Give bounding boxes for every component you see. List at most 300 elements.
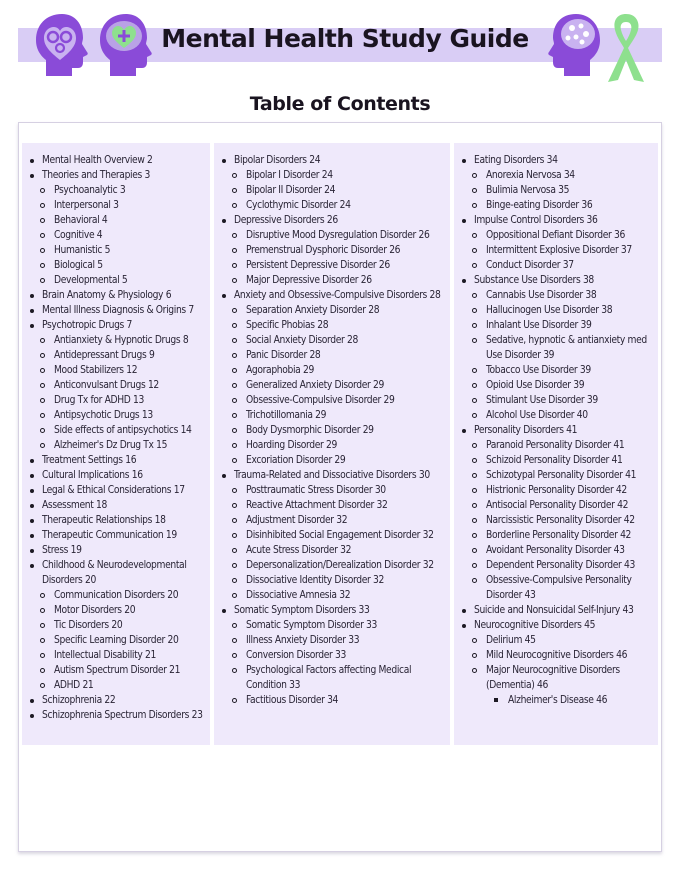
bullet-circle-icon [232,518,237,523]
toc-entry-label: Theories and Therapies 3 [42,170,151,181]
toc-entry-label: Behavioral 4 [54,215,108,226]
toc-entry-label: Generalized Anxiety Disorder 29 [246,380,384,391]
toc-entry-label: Body Dysmorphic Disorder 29 [246,425,374,436]
toc-entry-label: Motor Disorders 20 [54,605,136,616]
bullet-disc-icon [462,609,466,613]
toc-entry[interactable] [22,498,210,513]
toc-entry-label: Avoidant Personality Disorder 43 [486,545,625,556]
bullet-circle-icon [232,548,237,553]
bullet-circle-icon [472,203,477,208]
bullet-circle-icon [232,233,237,238]
bullet-square-icon [494,698,498,702]
toc-entry[interactable] [22,513,210,528]
toc-entry-label: Brain Anatomy & Physiology 6 [42,290,172,301]
toc-entry[interactable] [474,228,658,243]
toc-entry[interactable] [22,558,210,588]
toc-entry[interactable] [42,273,210,288]
toc-entry-label: Psychoanalytic 3 [54,185,126,196]
toc-entry[interactable] [42,438,210,453]
toc-entry[interactable] [42,228,210,243]
toc-entry[interactable] [474,558,658,573]
toc-entry-label: Antidepressant Drugs 9 [54,350,155,361]
toc-entry[interactable] [234,303,450,318]
toc-entry[interactable] [234,543,450,558]
bullet-circle-icon [472,443,477,448]
toc-entry[interactable] [474,633,658,648]
toc-entry-label: Assessment 18 [42,500,108,511]
toc-entry-label: Anticonvulsant Drugs 12 [54,380,159,391]
bullet-circle-icon [472,368,477,373]
bullet-disc-icon [30,309,34,313]
page-title: Mental Health Study Guide [161,24,529,53]
toc-entry-label: Paranoid Personality Disorder 41 [486,440,625,451]
toc-entry-label: Substance Use Disorders 38 [474,275,594,286]
bullet-disc-icon [462,429,466,433]
toc-entry[interactable] [234,243,450,258]
toc-entry[interactable] [22,303,210,318]
toc-entry[interactable] [234,168,450,183]
toc-entry[interactable] [454,273,658,288]
head-heart-icon [96,12,156,78]
toc-entry-label: Interpersonal 3 [54,200,119,211]
toc-entry-label: Intermittent Explosive Disorder 37 [486,245,632,256]
toc-entry-label: Schizophrenia Spectrum Disorders 23 [42,710,203,721]
toc-entry[interactable] [474,258,658,273]
toc-entry[interactable] [42,603,210,618]
toc-entry[interactable] [474,183,658,198]
bullet-circle-icon [472,338,477,343]
toc-entry[interactable] [474,168,658,183]
bullet-circle-icon [472,578,477,583]
toc-entry[interactable] [454,423,658,438]
toc-entry[interactable] [234,228,450,243]
toc-entry[interactable] [234,423,450,438]
bullet-circle-icon [472,503,477,508]
toc-entry[interactable] [234,438,450,453]
toc-entry-label: Drug Tx for ADHD 13 [54,395,144,406]
bullet-disc-icon [222,294,226,298]
bullet-circle-icon [472,248,477,253]
bullet-disc-icon [30,489,34,493]
toc-entry[interactable] [474,408,658,423]
toc-entry[interactable] [234,588,450,603]
head-gears-icon [32,12,92,78]
toc-entry[interactable] [494,693,658,708]
toc-entry[interactable] [234,483,450,498]
bullet-circle-icon [40,668,45,673]
bullet-circle-icon [472,518,477,523]
bullet-circle-icon [232,353,237,358]
toc-entry-label: Inhalant Use Disorder 39 [486,320,592,331]
bullet-circle-icon [40,338,45,343]
toc-entry[interactable] [234,693,450,708]
toc-entry-label: Major Depressive Disorder 26 [246,275,372,286]
toc-entry[interactable] [22,708,210,723]
toc-entry-label: Schizophrenia 22 [42,695,116,706]
bullet-circle-icon [40,353,45,358]
bullet-circle-icon [40,428,45,433]
toc-entry-label: Sedative, hypnotic & antianxiety med Use Disorder 39 [486,335,647,361]
toc-entry-label: Bipolar I Disorder 24 [246,170,333,181]
toc-entry-label: Psychotropic Drugs 7 [42,320,133,331]
bullet-circle-icon [232,698,237,703]
toc-entry[interactable] [234,348,450,363]
toc-entry[interactable] [474,333,658,363]
toc-entry[interactable] [42,393,210,408]
toc-entry[interactable] [454,153,658,168]
bullet-disc-icon [222,159,226,163]
toc-entry[interactable] [234,333,450,348]
bullet-circle-icon [40,413,45,418]
toc-entry[interactable] [22,693,210,708]
toc-entry-label: Humanistic 5 [54,245,111,256]
bullet-circle-icon [40,653,45,658]
toc-entry[interactable] [22,543,210,558]
toc-entry[interactable] [474,393,658,408]
toc-entry[interactable] [42,363,210,378]
toc-entry[interactable] [42,333,210,348]
bullet-disc-icon [222,609,226,613]
toc-entry-label: Separation Anxiety Disorder 28 [246,305,380,316]
toc-entry[interactable] [42,243,210,258]
toc-entry[interactable] [234,498,450,513]
bullet-circle-icon [232,503,237,508]
bullet-circle-icon [40,218,45,223]
bullet-circle-icon [40,233,45,238]
toc-entry[interactable] [474,483,658,498]
toc-entry[interactable] [42,663,210,678]
bullet-disc-icon [30,174,34,178]
toc-entry-label: Cognitive 4 [54,230,103,241]
toc-entry[interactable] [42,348,210,363]
toc-entry-label: Hoarding Disorder 29 [246,440,337,451]
bullet-circle-icon [40,623,45,628]
toc-entry-label: Acute Stress Disorder 32 [246,545,352,556]
bullet-circle-icon [40,593,45,598]
bullet-circle-icon [472,323,477,328]
toc-entry[interactable] [214,213,450,228]
toc-entry[interactable] [22,318,210,333]
toc-entry-label: Impulse Control Disorders 36 [474,215,598,226]
bullet-disc-icon [30,474,34,478]
bullet-circle-icon [40,443,45,448]
toc-entry[interactable] [474,318,658,333]
bullet-disc-icon [30,549,34,553]
toc-entry-label: Hallucinogen Use Disorder 38 [486,305,613,316]
bullet-circle-icon [472,488,477,493]
toc-entry[interactable] [42,618,210,633]
toc-entry[interactable] [474,573,658,603]
bullet-circle-icon [232,593,237,598]
toc-entry[interactable] [42,588,210,603]
toc-entry-label: Alcohol Use Disorder 40 [486,410,588,421]
bullet-circle-icon [472,668,477,673]
bullet-circle-icon [472,398,477,403]
bullet-circle-icon [232,368,237,373]
toc-entry[interactable] [474,663,658,693]
awareness-ribbon-icon [600,10,652,86]
bullet-circle-icon [472,653,477,658]
bullet-circle-icon [472,533,477,538]
toc-entry-label: Social Anxiety Disorder 28 [246,335,358,346]
toc-entry[interactable] [22,528,210,543]
bullet-circle-icon [472,233,477,238]
toc-entry[interactable] [474,303,658,318]
toc-entry-label: Specific Learning Disorder 20 [54,635,179,646]
bullet-circle-icon [40,398,45,403]
toc-entry-label: Major Neurocognitive Disorders (Dementia) 46 [486,665,620,691]
bullet-circle-icon [472,458,477,463]
toc-entry-label: Disruptive Mood Dysregulation Disorder 26 [246,230,430,241]
toc-entry-label: Mental Illness Diagnosis & Origins 7 [42,305,194,316]
bullet-circle-icon [232,188,237,193]
toc-entry[interactable] [234,393,450,408]
toc-entry[interactable] [234,318,450,333]
bullet-circle-icon [40,278,45,283]
bullet-circle-icon [40,368,45,373]
toc-entry[interactable] [22,453,210,468]
toc-entry[interactable] [474,243,658,258]
toc-entry[interactable] [234,573,450,588]
bullet-circle-icon [232,323,237,328]
toc-entry-label: Persistent Depressive Disorder 26 [246,260,390,271]
toc-entry-label: Narcissistic Personality Disorder 42 [486,515,635,526]
toc-entry[interactable] [42,198,210,213]
bullet-disc-icon [30,294,34,298]
toc-entry[interactable] [234,363,450,378]
toc-column-1 [22,143,210,745]
toc-entry[interactable] [42,423,210,438]
toc-entry[interactable] [474,468,658,483]
bullet-circle-icon [232,428,237,433]
bullet-circle-icon [40,263,45,268]
bullet-disc-icon [30,459,34,463]
toc-entry[interactable] [234,528,450,543]
toc-entry-label: Dependent Personality Disorder 43 [486,560,635,571]
toc-entry[interactable] [22,468,210,483]
toc-entry[interactable] [474,288,658,303]
toc-entry-label: Intellectual Disability 21 [54,650,156,661]
toc-entry[interactable] [214,603,450,618]
toc-entry[interactable] [474,363,658,378]
bullet-circle-icon [472,188,477,193]
toc-entry[interactable] [474,198,658,213]
toc-entry-label: Conduct Disorder 37 [486,260,574,271]
toc-entry[interactable] [474,378,658,393]
bullet-circle-icon [472,263,477,268]
bullet-circle-icon [232,488,237,493]
toc-entry-label: Reactive Attachment Disorder 32 [246,500,388,511]
toc-entry[interactable] [234,408,450,423]
toc-entry[interactable] [234,648,450,663]
toc-entry[interactable] [234,618,450,633]
toc-column-2 [214,143,450,745]
toc-entry-label: Somatic Symptom Disorders 33 [234,605,370,616]
bullet-disc-icon [30,564,34,568]
toc-entry-label: Mood Stabilizers 12 [54,365,138,376]
toc-entry-label: Premenstrual Dysphoric Disorder 26 [246,245,401,256]
head-brain-icon [548,12,604,78]
toc-entry-label: Depressive Disorders 26 [234,215,338,226]
toc-entry[interactable] [22,153,210,168]
bullet-disc-icon [30,519,34,523]
toc-entry-label: Panic Disorder 28 [246,350,321,361]
toc-entry-label: Specific Phobias 28 [246,320,329,331]
toc-entry[interactable] [474,543,658,558]
toc-entry-label: Cannabis Use Disorder 38 [486,290,597,301]
toc-entry-label: Obsessive-Compulsive Disorder 29 [246,395,395,406]
toc-entry-label: Autism Spectrum Disorder 21 [54,665,181,676]
toc-entry-label: Developmental 5 [54,275,128,286]
toc-entry[interactable] [42,258,210,273]
toc-entry[interactable] [234,558,450,573]
toc-entry-label: Trichotillomania 29 [246,410,327,421]
toc-entry-label: Legal & Ethical Considerations 17 [42,485,185,496]
toc-entry-label: Antipsychotic Drugs 13 [54,410,153,421]
toc-entry-label: Binge-eating Disorder 36 [486,200,593,211]
toc-entry-label: Therapeutic Communication 19 [42,530,177,541]
bullet-disc-icon [30,714,34,718]
toc-entry[interactable] [214,153,450,168]
toc-entry[interactable] [474,528,658,543]
toc-entry-label: Dissociative Amnesia 32 [246,590,351,601]
toc-entry-label: Mental Health Overview 2 [42,155,153,166]
bullet-circle-icon [40,188,45,193]
toc-entry-label: Stimulant Use Disorder 39 [486,395,598,406]
toc-entry-label: Agoraphobia 29 [246,365,314,376]
bullet-disc-icon [30,159,34,163]
bullet-disc-icon [30,324,34,328]
bullet-circle-icon [232,383,237,388]
toc-entry[interactable] [234,453,450,468]
toc-entry[interactable] [454,213,658,228]
toc-entry-label: Psychological Factors affecting Medical Condition 33 [246,665,412,691]
toc-entry[interactable] [234,378,450,393]
toc-entry-label: Bulimia Nervosa 35 [486,185,570,196]
toc-entry[interactable] [22,483,210,498]
bullet-circle-icon [232,623,237,628]
toc-entry[interactable] [234,513,450,528]
toc-entry[interactable] [474,438,658,453]
bullet-circle-icon [232,248,237,253]
bullet-disc-icon [462,624,466,628]
bullet-circle-icon [232,638,237,643]
toc-entry-label: Stress 19 [42,545,82,556]
toc-entry[interactable] [454,603,658,618]
toc-entry[interactable] [42,633,210,648]
toc-entry[interactable] [474,648,658,663]
toc-entry-label: Antianxiety & Hypnotic Drugs 8 [54,335,189,346]
toc-entry[interactable] [234,663,450,693]
toc-entry-label: Mild Neurocognitive Disorders 46 [486,650,628,661]
toc-entry-label: Antisocial Personality Disorder 42 [486,500,629,511]
toc-entry-label: Anorexia Nervosa 34 [486,170,575,181]
bullet-circle-icon [40,683,45,688]
toc-entry[interactable] [214,468,450,483]
toc-entry[interactable] [234,183,450,198]
toc-entry[interactable] [234,633,450,648]
toc-entry-label: Delirium 45 [486,635,536,646]
toc-entry[interactable] [234,258,450,273]
toc-entry-label: Bipolar Disorders 24 [234,155,321,166]
toc-entry-label: Conversion Disorder 33 [246,650,346,661]
toc-entry-label: Tic Disorders 20 [54,620,123,631]
toc-entry-label: Histrionic Personality Disorder 42 [486,485,627,496]
bullet-circle-icon [232,578,237,583]
bullet-disc-icon [222,219,226,223]
bullet-circle-icon [232,563,237,568]
bullet-circle-icon [40,248,45,253]
bullet-circle-icon [232,533,237,538]
bullet-circle-icon [40,608,45,613]
toc-entry[interactable] [214,288,450,303]
toc-entry-label: Disinhibited Social Engagement Disorder 32 [246,530,434,541]
bullet-disc-icon [462,219,466,223]
toc-entry-label: Adjustment Disorder 32 [246,515,348,526]
toc-entry[interactable] [42,408,210,423]
toc-entry-label: Schizotypal Personality Disorder 41 [486,470,637,481]
bullet-circle-icon [40,638,45,643]
toc-entry[interactable] [474,498,658,513]
bullet-circle-icon [472,413,477,418]
bullet-disc-icon [462,279,466,283]
bullet-circle-icon [472,563,477,568]
toc-entry-label: Opioid Use Disorder 39 [486,380,585,391]
toc-entry[interactable] [234,273,450,288]
toc-entry-label: Excoriation Disorder 29 [246,455,346,466]
toc-entry-label: Suicide and Nonsuicidal Self-Injury 43 [474,605,634,616]
toc-entry-label: Alzheimer's Dz Drug Tx 15 [54,440,168,451]
bullet-circle-icon [232,203,237,208]
toc-entry-label: Personality Disorders 41 [474,425,578,436]
bullet-disc-icon [30,504,34,508]
toc-column-3 [454,143,658,745]
bullet-circle-icon [232,173,237,178]
toc-entry-label: Anxiety and Obsessive-Compulsive Disorders 28 [234,290,441,301]
bullet-circle-icon [40,383,45,388]
bullet-circle-icon [232,653,237,658]
toc-entry-label: ADHD 21 [54,680,94,691]
toc-entry-label: Oppositional Defiant Disorder 36 [486,230,625,241]
toc-entry[interactable] [42,183,210,198]
bullet-circle-icon [232,263,237,268]
bullet-circle-icon [472,308,477,313]
toc-entry-label: Cyclothymic Disorder 24 [246,200,351,211]
bullet-circle-icon [472,383,477,388]
bullet-disc-icon [222,474,226,478]
toc-entry[interactable] [42,648,210,663]
toc-entry-label: Posttraumatic Stress Disorder 30 [246,485,386,496]
toc-entry[interactable] [474,453,658,468]
toc-entry-label: Cultural Implications 16 [42,470,143,481]
toc-entry[interactable] [22,168,210,183]
toc-entry[interactable] [474,513,658,528]
toc-entry[interactable] [42,678,210,693]
toc-entry[interactable] [234,198,450,213]
toc-entry-label: Schizoid Personality Disorder 41 [486,455,623,466]
toc-entry[interactable] [454,618,658,633]
bullet-circle-icon [232,413,237,418]
toc-entry[interactable] [22,288,210,303]
toc-entry-label: Alzheimer's Disease 46 [508,695,608,706]
toc-entry-label: Communication Disorders 20 [54,590,179,601]
toc-entry[interactable] [42,213,210,228]
bullet-disc-icon [30,534,34,538]
bullet-circle-icon [232,338,237,343]
toc-entry[interactable] [42,378,210,393]
bullet-circle-icon [472,173,477,178]
toc-entry-label: Factitious Disorder 34 [246,695,339,706]
